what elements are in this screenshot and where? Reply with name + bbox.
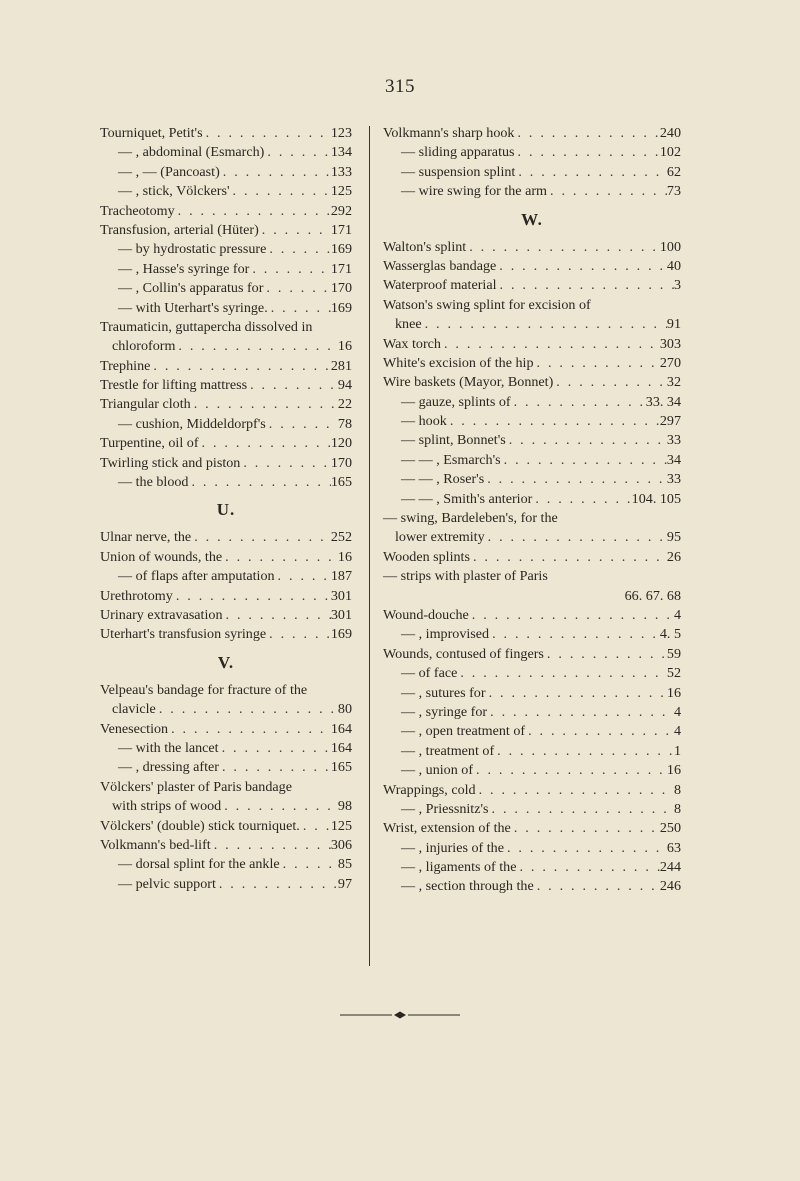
- index-entry: [100, 797, 352, 816]
- dot-leader: [516, 858, 659, 877]
- entry-page-ref: 252: [330, 529, 352, 546]
- entry-term: — — , Roser's: [401, 471, 485, 488]
- entry-page-ref: 22: [337, 396, 352, 413]
- entry-page-ref: 246: [659, 878, 681, 895]
- entry-page-ref: 244: [659, 859, 681, 876]
- dot-leader: [268, 299, 331, 318]
- entry-page-ref: 98: [337, 798, 352, 815]
- entry-page-ref: 164: [330, 739, 352, 756]
- dot-leader: [173, 587, 331, 606]
- dot-leader: [511, 819, 660, 838]
- entry-term: — pelvic support: [118, 875, 216, 892]
- entry-page-ref: 40: [666, 257, 681, 274]
- dot-leader: [220, 163, 331, 182]
- index-subentry: [383, 664, 681, 683]
- entry-term: Wasserglas bandage: [383, 257, 497, 274]
- index-entry: [383, 781, 681, 800]
- entry-term: Volkmann's bed-lift: [100, 836, 211, 853]
- entry-term: — with Uterhart's syringe.: [118, 299, 268, 316]
- index-subentry: [383, 800, 681, 819]
- entry-term: — of flaps after amputation: [118, 568, 275, 585]
- index-subentry: [100, 758, 352, 777]
- entry-term: — — , Smith's anterior: [401, 490, 533, 507]
- entry-term: Wrist, extension of the: [383, 820, 511, 837]
- entry-term: — , Collin's apparatus for: [118, 280, 264, 297]
- dot-leader: [422, 315, 667, 334]
- index-entry: [383, 335, 681, 354]
- dot-leader: [457, 664, 667, 683]
- dot-leader: [489, 800, 674, 819]
- entry-page-ref: 8: [673, 781, 681, 798]
- index-entry: [383, 645, 681, 664]
- index-entry: [100, 337, 352, 356]
- index-subentry: [100, 567, 352, 586]
- entry-page-ref: 8: [673, 800, 681, 817]
- entry-term: — with the lancet: [118, 739, 219, 756]
- entry-term: Wooden splints: [383, 548, 470, 565]
- index-subentry: [100, 415, 352, 434]
- dot-leader: [494, 742, 674, 761]
- entry-page-ref: 94: [337, 377, 352, 394]
- entry-term: with strips of wood: [112, 798, 222, 815]
- index-entry-text-line: Völckers' plaster of Paris bandage: [100, 778, 292, 795]
- index-entry: [100, 202, 352, 221]
- entry-term: Trephine: [100, 357, 151, 374]
- entry-page-ref: 100: [659, 238, 681, 255]
- entry-term: Union of wounds, the: [100, 548, 223, 565]
- entry-page-ref: 4: [673, 606, 681, 623]
- entry-page-ref: 59: [666, 645, 681, 662]
- entry-page-ref: 26: [666, 548, 681, 565]
- entry-term: — , ligaments of the: [401, 859, 517, 876]
- entry-page-ref: 33. 34: [645, 393, 681, 410]
- dot-leader: [484, 470, 667, 489]
- index-entry: [383, 819, 681, 838]
- entry-page-ref: 301: [330, 587, 352, 604]
- entry-term: Trestle for lifting mattress: [100, 377, 248, 394]
- entry-term: — suspension splint: [401, 163, 516, 180]
- index-subentry: [383, 451, 681, 470]
- entry-page-ref: 16: [666, 762, 681, 779]
- entry-page-ref: 102: [659, 144, 681, 161]
- dot-leader: [300, 817, 331, 836]
- entry-term: — , Priessnitz's: [401, 800, 489, 817]
- dot-leader: [221, 797, 338, 816]
- dot-leader: [496, 257, 667, 276]
- entry-term: knee: [395, 316, 422, 333]
- index-entry-text-line: — swing, Bardeleben's, for the: [383, 510, 558, 527]
- dot-leader: [191, 528, 331, 547]
- entry-page-ref: 171: [330, 221, 352, 238]
- entry-page-ref: 120: [330, 435, 352, 452]
- dot-leader: [219, 758, 331, 777]
- entry-page-ref: 165: [330, 759, 352, 776]
- index-entry: [100, 720, 352, 739]
- index-entry: [100, 357, 352, 376]
- entry-page-ref: 133: [330, 163, 352, 180]
- index-entry: [100, 454, 352, 473]
- dot-leader: [497, 276, 674, 295]
- dot-leader: [191, 395, 338, 414]
- index-subentry: [383, 877, 681, 896]
- entry-page-ref: 250: [659, 820, 681, 837]
- index-subentry: [383, 393, 681, 412]
- dot-leader: [188, 473, 330, 492]
- entry-term: Twirling stick and piston: [100, 454, 241, 471]
- index-subentry: [383, 839, 681, 858]
- entry-page-ref: 281: [330, 357, 352, 374]
- index-subentry: [100, 739, 352, 758]
- entry-page-ref: 4. 5: [659, 626, 681, 643]
- index-entry: [100, 817, 352, 836]
- dot-leader: [240, 454, 331, 473]
- entry-term: Völckers' (double) stick tourniquet.: [100, 817, 300, 834]
- dot-leader: [264, 143, 330, 162]
- dot-leader: [230, 182, 331, 201]
- entry-term: chloroform: [112, 338, 176, 355]
- entry-term: Transfusion, arterial (Hüter): [100, 221, 259, 238]
- entry-term: — , dressing after: [118, 759, 219, 776]
- section-letter: U.: [216, 500, 236, 520]
- dot-leader: [280, 855, 338, 874]
- dot-leader: [275, 567, 331, 586]
- entry-page-ref: 169: [330, 626, 352, 643]
- entry-page-ref: 169: [330, 241, 352, 258]
- index-subentry: [100, 473, 352, 492]
- entry-term: — by hydrostatic pressure: [118, 241, 267, 258]
- entry-page-ref: 306: [330, 836, 352, 853]
- entry-term: — , abdominal (Esmarch): [118, 144, 265, 161]
- dot-leader: [489, 625, 660, 644]
- index-subentry: [100, 299, 352, 318]
- index-entry: [383, 548, 681, 567]
- dot-leader: [259, 221, 331, 240]
- dot-leader: [525, 722, 674, 741]
- index-entry: [100, 700, 352, 719]
- entry-page-ref: 169: [330, 299, 352, 316]
- dot-leader: [534, 877, 660, 896]
- index-entry: [383, 257, 681, 276]
- dot-leader: [263, 279, 330, 298]
- entry-term: — , — (Pancoast): [118, 163, 220, 180]
- entry-term: Volkmann's sharp hook: [383, 125, 515, 141]
- dot-leader: [514, 124, 659, 143]
- dot-leader: [175, 202, 331, 221]
- entry-page-ref: 3: [673, 277, 681, 294]
- index-entry-continuation: [383, 587, 681, 606]
- dot-leader: [150, 357, 330, 376]
- entry-page-ref: 165: [330, 474, 352, 491]
- end-ornament: [340, 1011, 460, 1019]
- index-subentry: [383, 625, 681, 644]
- index-entry: [383, 606, 681, 625]
- index-subentry: [383, 858, 681, 877]
- index-subentry: [383, 431, 681, 450]
- index-entry: [100, 395, 352, 414]
- dot-leader: [156, 700, 338, 719]
- entry-term: — hook: [401, 413, 447, 430]
- dot-leader: [447, 412, 660, 431]
- entry-page-ref: 85: [337, 856, 352, 873]
- entry-term: Wound-douche: [383, 606, 469, 623]
- dot-leader: [547, 182, 667, 201]
- dot-leader: [266, 415, 338, 434]
- column-divider: [369, 126, 370, 966]
- dot-leader: [469, 606, 674, 625]
- index-column-right: [383, 124, 681, 897]
- index-entry: [383, 124, 681, 143]
- dot-leader: [168, 720, 331, 739]
- index-entry: [383, 276, 681, 295]
- index-subentry: [383, 742, 681, 761]
- entry-page-ref: 78: [337, 415, 352, 432]
- dot-leader: [476, 781, 674, 800]
- index-subentry: [100, 875, 352, 894]
- dot-leader: [544, 645, 667, 664]
- entry-page-ref: 16: [337, 338, 352, 355]
- dot-leader: [441, 335, 660, 354]
- dot-leader: [501, 451, 667, 470]
- dot-leader: [222, 548, 338, 567]
- index-subentry: [383, 143, 681, 162]
- dot-leader: [211, 836, 331, 855]
- entry-page-ref: 52: [666, 665, 681, 682]
- entry-term: — dorsal splint for the ankle: [118, 856, 280, 873]
- dot-leader: [534, 354, 660, 373]
- entry-page-ref: 187: [330, 568, 352, 585]
- entry-term: Venesection: [100, 720, 169, 737]
- entry-page-ref: 303: [659, 335, 681, 352]
- entry-page-ref: 91: [666, 316, 681, 333]
- index-subentry: [383, 182, 681, 201]
- entry-page-ref: 73: [666, 183, 681, 200]
- entry-term: — , stick, Völckers': [118, 183, 230, 200]
- index-subentry: [383, 761, 681, 780]
- index-subentry: [383, 722, 681, 741]
- entry-term: White's excision of the hip: [383, 354, 534, 371]
- entry-page-ref: 66. 67. 68: [624, 587, 681, 604]
- entry-term: Ulnar nerve, the: [100, 529, 192, 546]
- dot-leader: [249, 260, 331, 279]
- entry-term: — , open treatment of: [401, 723, 526, 740]
- entry-page-ref: 170: [330, 454, 352, 471]
- section-letter: W.: [521, 209, 543, 229]
- index-subentry: [100, 855, 352, 874]
- dot-leader: [247, 376, 338, 395]
- dot-leader: [175, 337, 338, 356]
- entry-term: — cushion, Middeldorpf's: [118, 415, 266, 432]
- index-subentry: [383, 703, 681, 722]
- index-entry: [383, 238, 681, 257]
- dot-leader: [504, 839, 667, 858]
- entry-page-ref: 4: [673, 723, 681, 740]
- entry-term: Tourniquet, Petit's: [100, 125, 203, 141]
- dot-leader: [515, 143, 660, 162]
- dot-leader: [470, 548, 667, 567]
- entry-term: Tracheotomy: [100, 202, 175, 219]
- entry-term: Wounds, contused of fingers: [383, 645, 544, 662]
- entry-term: — , section through the: [401, 878, 534, 895]
- entry-term: Urethrotomy: [100, 587, 173, 604]
- index-subentry: [100, 279, 352, 298]
- index-entry-text-line: Traumaticin, guttapercha dissolved in: [100, 318, 313, 335]
- entry-term: Uterhart's transfusion syringe: [100, 626, 267, 643]
- entry-term: — the blood: [118, 474, 189, 491]
- entry-page-ref: 16: [666, 684, 681, 701]
- dot-leader: [487, 703, 674, 722]
- index-subentry: [383, 412, 681, 431]
- dot-leader: [219, 739, 331, 758]
- index-entry: [100, 124, 352, 143]
- dot-leader: [553, 373, 667, 392]
- index-subentry: [100, 143, 352, 162]
- index-entry: [100, 606, 352, 625]
- entry-term: — of face: [401, 665, 458, 682]
- index-entry: [100, 528, 352, 547]
- dot-leader: [466, 238, 660, 257]
- index-entry-text-line: Watson's swing splint for excision of: [383, 296, 591, 313]
- entry-page-ref: 292: [330, 202, 352, 219]
- index-entry: [100, 376, 352, 395]
- page-number: 315: [385, 76, 415, 97]
- index-entry: [100, 625, 352, 644]
- entry-page-ref: 164: [330, 720, 352, 737]
- entry-page-ref: 33: [666, 471, 681, 488]
- index-entry: [383, 354, 681, 373]
- entry-term: Wire baskets (Mayor, Bonnet): [383, 374, 554, 391]
- entry-page-ref: 32: [666, 374, 681, 391]
- index-subentry: [100, 182, 352, 201]
- dot-leader: [216, 875, 338, 894]
- index-entry: [383, 528, 681, 547]
- dot-leader: [223, 606, 331, 625]
- entry-term: Turpentine, oil of: [100, 435, 199, 452]
- entry-page-ref: 125: [330, 183, 352, 200]
- entry-term: — , syringe for: [401, 703, 488, 720]
- entry-term: Waterproof material: [383, 277, 497, 294]
- entry-page-ref: 104. 105: [631, 490, 681, 507]
- entry-term: Urinary extravasation: [100, 606, 223, 623]
- index-subentry: [100, 163, 352, 182]
- dot-leader: [511, 393, 646, 412]
- entry-page-ref: 16: [337, 548, 352, 565]
- entry-term: — — , Esmarch's: [401, 451, 501, 468]
- entry-page-ref: 134: [330, 144, 352, 161]
- entry-page-ref: 297: [659, 413, 681, 430]
- entry-page-ref: 4: [673, 703, 681, 720]
- index-entry: [100, 548, 352, 567]
- index-subentry: [383, 490, 681, 509]
- section-letter: V.: [217, 652, 235, 672]
- index-entry: [383, 315, 681, 334]
- index-subentry: [100, 240, 352, 259]
- entry-page-ref: 170: [330, 280, 352, 297]
- entry-page-ref: 125: [330, 817, 352, 834]
- index-column-left: [100, 124, 352, 894]
- index-subentry: [383, 470, 681, 489]
- entry-page-ref: 34: [666, 451, 681, 468]
- entry-term: — , injuries of the: [401, 839, 504, 856]
- entry-page-ref: 123: [330, 125, 352, 141]
- dot-leader: [199, 434, 331, 453]
- entry-term: — sliding apparatus: [401, 144, 515, 161]
- entry-page-ref: 97: [337, 875, 352, 892]
- index-subentry: [100, 260, 352, 279]
- entry-term: Wrappings, cold: [383, 781, 476, 798]
- index-entry: [100, 587, 352, 606]
- index-subentry: [383, 684, 681, 703]
- entry-term: Triangular cloth: [100, 396, 191, 413]
- index-entry: [100, 836, 352, 855]
- entry-term: clavicle: [112, 701, 156, 718]
- entry-term: — , Hasse's syringe for: [118, 260, 250, 277]
- dot-leader: [266, 625, 331, 644]
- dot-leader: [532, 490, 631, 509]
- dot-leader: [485, 528, 667, 547]
- index-entry-text-line: Velpeau's bandage for fracture of the: [100, 681, 308, 698]
- entry-term: — gauze, splints of: [401, 393, 511, 410]
- entry-page-ref: 240: [659, 125, 681, 141]
- entry-page-ref: 270: [659, 354, 681, 371]
- entry-term: — splint, Bonnet's: [401, 432, 506, 449]
- entry-term: — , sutures for: [401, 684, 486, 701]
- entry-page-ref: 1: [673, 742, 681, 759]
- entry-term: — , improvised: [401, 626, 490, 643]
- index-entry-text-line: — strips with plaster of Paris: [383, 568, 548, 585]
- dot-leader: [266, 240, 331, 259]
- index-entry: [100, 221, 352, 240]
- dot-leader: [203, 124, 331, 143]
- entry-term: — , union of: [401, 762, 474, 779]
- entry-page-ref: 63: [666, 839, 681, 856]
- entry-page-ref: 301: [330, 606, 352, 623]
- dot-leader: [506, 431, 667, 450]
- index-entry: [100, 434, 352, 453]
- entry-term: lower extremity: [395, 529, 485, 546]
- dot-leader: [515, 163, 667, 182]
- index-subentry: [383, 163, 681, 182]
- entry-page-ref: 171: [330, 260, 352, 277]
- entry-page-ref: 80: [337, 701, 352, 718]
- entry-term: — , treatment of: [401, 742, 495, 759]
- entry-term: — wire swing for the arm: [401, 183, 547, 200]
- dot-leader: [486, 684, 667, 703]
- entry-page-ref: 33: [666, 432, 681, 449]
- dot-leader: [473, 761, 667, 780]
- entry-page-ref: 62: [666, 163, 681, 180]
- index-entry: [383, 373, 681, 392]
- entry-term: Wax torch: [383, 335, 441, 352]
- entry-page-ref: 95: [666, 529, 681, 546]
- entry-term: Walton's splint: [383, 238, 467, 255]
